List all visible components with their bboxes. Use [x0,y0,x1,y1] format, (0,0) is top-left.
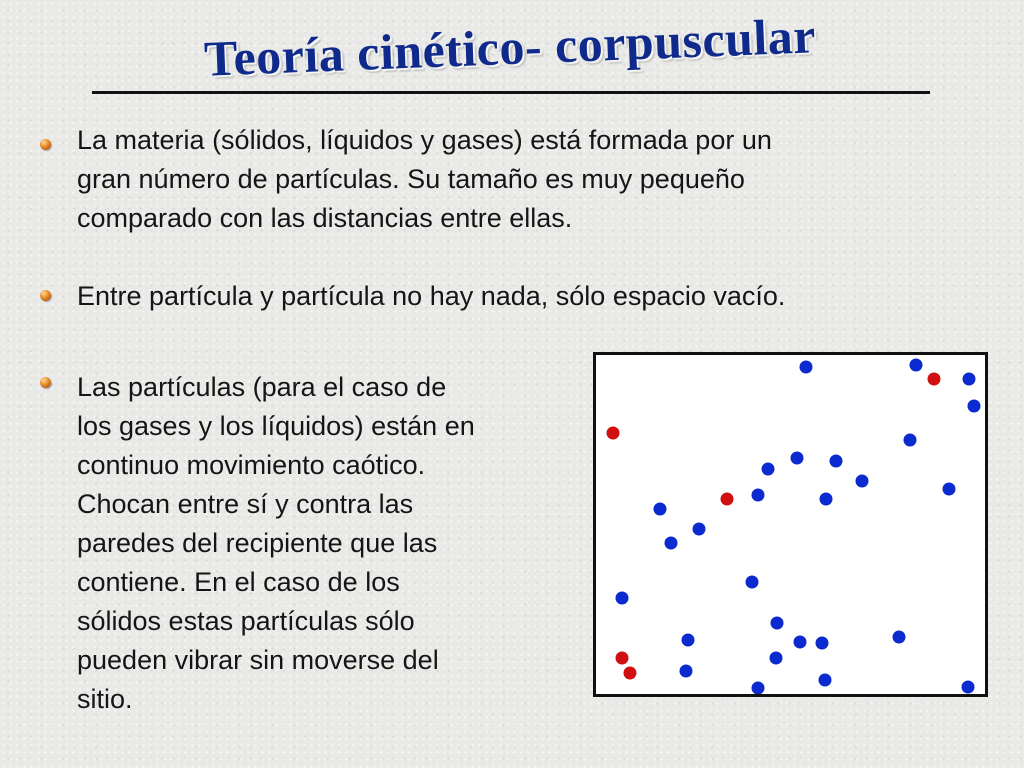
blue-particle [762,463,775,476]
red-particle [616,652,629,665]
bullet-line: comparado con las distancias entre ellas. [77,203,573,233]
blue-particle [680,665,693,678]
bullet-icon [40,377,51,388]
bullet-line: gran número de partículas. Su tamaño es muy pequeño [77,164,745,194]
blue-particle [746,576,759,589]
red-particle [928,373,941,386]
slide-title: Teoría cinético- corpuscular [203,7,817,87]
blue-particle [752,489,765,502]
bullet-line: Entre partícula y partícula no hay nada, sólo espacio vacío. [77,281,786,311]
blue-particle [654,503,667,516]
bullet-text-3 [77,368,597,719]
bullet-line: Las partículas (para el caso de [77,372,447,402]
bullet-line: los gases y los líquidos) están en [77,411,475,441]
blue-particle [819,674,832,687]
particles-canvas [596,355,985,694]
blue-particle [752,682,765,695]
red-particle [721,493,734,506]
blue-particle [968,400,981,413]
title-underline [92,91,930,94]
blue-particle [616,592,629,605]
blue-particle [682,634,695,647]
bullet-text-2 [77,277,997,316]
particle-container-diagram [593,352,988,697]
bullet-line: pueden vibrar sin moverse del [77,645,439,675]
blue-particle [963,373,976,386]
bullet-line: continuo movimiento caótico. [77,450,426,480]
red-particle [607,427,620,440]
blue-particle [962,681,975,694]
blue-particle [816,637,829,650]
blue-particle [770,652,783,665]
bullet-line: La materia (sólidos, líquidos y gases) está formada por un [77,125,772,155]
bullet-line: contiene. En el caso de los [77,567,400,597]
bullet-icon [40,139,51,150]
bullet-line: paredes del recipiente que las [77,528,438,558]
bullet-text-1 [77,121,977,238]
blue-particle [800,361,813,374]
blue-particle [910,359,923,372]
blue-particle [904,434,917,447]
blue-particle [794,636,807,649]
blue-particle [791,452,804,465]
bullet-line: sólidos estas partículas sólo [77,606,415,636]
blue-particle [771,617,784,630]
blue-particle [893,631,906,644]
bullet-line: Chocan entre sí y contra las [77,489,414,519]
blue-particle [856,475,869,488]
blue-particle [820,493,833,506]
bullet-icon [40,290,51,301]
blue-particle [693,523,706,536]
bullet-line: sitio. [77,684,133,714]
red-particle [624,667,637,680]
blue-particle [943,483,956,496]
blue-particle [665,537,678,550]
blue-particle [830,455,843,468]
